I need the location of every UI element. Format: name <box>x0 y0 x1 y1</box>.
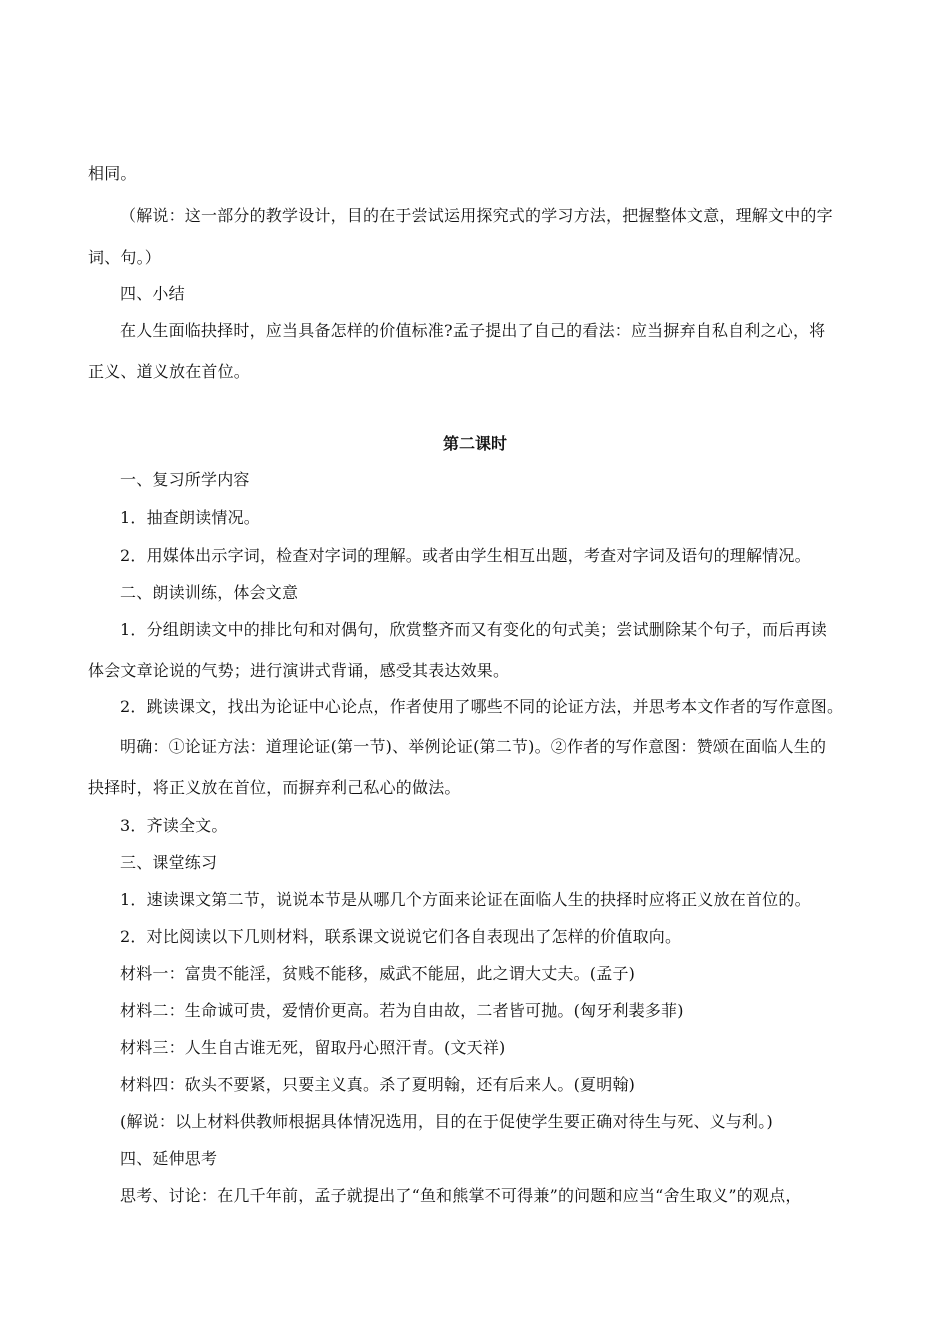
text-line: （解说：这一部分的教学设计，目的在于尝试运用探究式的学习方法，把握整体文意，理解文中的字 <box>120 206 833 225</box>
section-heading: 三、课堂练习 <box>120 853 218 872</box>
text-line: 材料四：砍头不要紧，只要主义真。杀了夏明翰，还有后来人。(夏明翰) <box>120 1075 636 1094</box>
section-heading: 二、朗读训练，体会文意 <box>120 583 299 602</box>
text-line: 体会文章论说的气势；进行演讲式背诵，感受其表达效果。 <box>88 661 510 680</box>
text-line: 抉择时，将正义放在首位，而摒弃利己私心的做法。 <box>88 778 461 797</box>
text-line: 2．用媒体出示字词，检查对字词的理解。或者由学生相互出题，考查对字词及语句的理解情况。 <box>120 546 811 565</box>
text-line: (解说：以上材料供教师根据具体情况选用，目的在于促使学生要正确对待生与死、义与利。) <box>120 1112 773 1131</box>
text-line: 2．对比阅读以下几则材料，联系课文说说它们各自表现出了怎样的价值取向。 <box>120 927 682 946</box>
text-line: 明确：①论证方法：道理论证(第一节)、举例论证(第二节)。②作者的写作意图：赞颂在面临人生的 <box>120 737 827 756</box>
text-line: 1．分组朗读文中的排比句和对偶句，欣赏整齐而又有变化的句式美；尝试删除某个句子，而后再读 <box>120 620 827 639</box>
text-line: 1．抽查朗读情况。 <box>120 508 260 527</box>
text-line: 相同。 <box>88 164 137 183</box>
text-line: 正义、道义放在首位。 <box>88 362 251 381</box>
text-line: 2．跳读课文，找出为论证中心论点，作者使用了哪些不同的论证方法，并思考本文作者的写作意图。 <box>120 697 844 716</box>
text-line: 材料三：人生自古谁无死，留取丹心照汗青。(文天祥) <box>120 1038 506 1057</box>
section-heading: 一、复习所学内容 <box>120 470 250 489</box>
section-heading: 四、小结 <box>120 284 185 303</box>
text-line: 3．齐读全文。 <box>120 816 228 835</box>
text-line: 词、句。） <box>88 248 162 267</box>
section-heading: 四、延伸思考 <box>120 1149 218 1168</box>
text-line: 在人生面临抉择时，应当具备怎样的价值标准?孟子提出了自己的看法：应当摒弃自私自利之心，将 <box>120 321 826 340</box>
text-line: 思考、讨论：在几千年前，孟子就提出了“鱼和熊掌不可得兼”的问题和应当“舍生取义”的观点， <box>120 1186 802 1205</box>
lesson-title: 第二课时 <box>442 434 507 453</box>
text-line: 1．速读课文第二节，说说本节是从哪几个方面来论证在面临人生的抉择时应将正义放在首位的。 <box>120 890 811 909</box>
text-line: 材料二：生命诚可贵，爱情价更高。若为自由故，二者皆可抛。(匈牙利裴多菲) <box>120 1001 684 1020</box>
text-line: 材料一：富贵不能淫，贫贱不能移，威武不能屈，此之谓大丈夫。(孟子) <box>120 964 636 983</box>
